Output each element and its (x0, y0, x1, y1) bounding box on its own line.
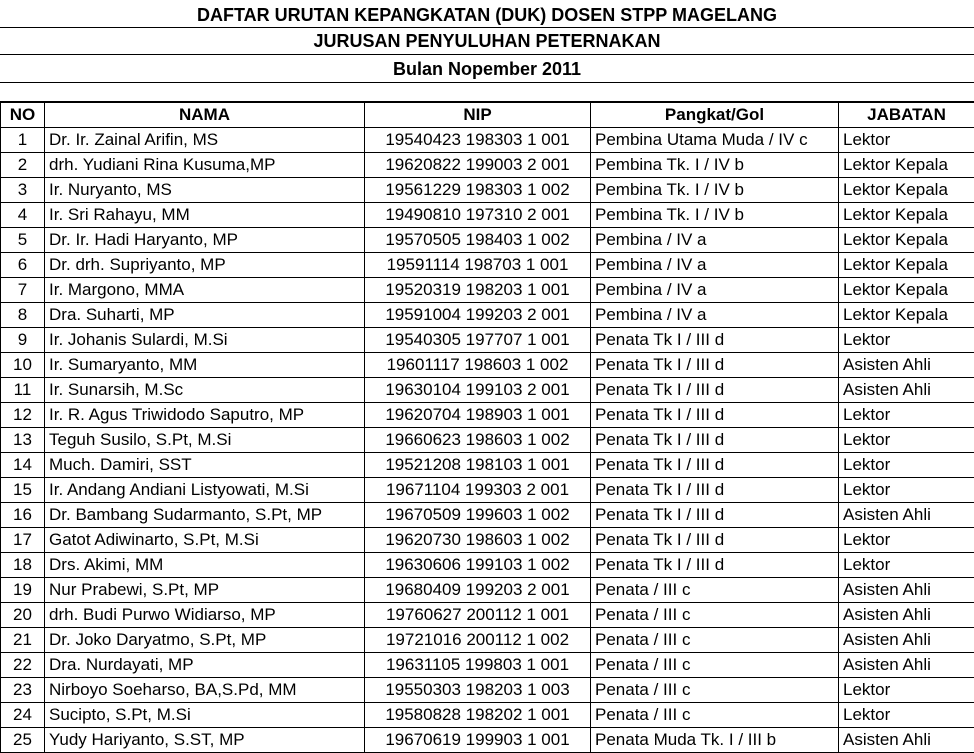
cell-nama[interactable]: Ir. Sri Rahayu, MM (45, 203, 365, 228)
cell-nama[interactable]: Ir. Johanis Sulardi, M.Si (45, 328, 365, 353)
cell-pangkat[interactable]: Penata / III c (591, 578, 839, 603)
cell-pangkat[interactable]: Penata Tk I / III d (591, 478, 839, 503)
cell-nip[interactable]: 19660623 198603 1 002 (365, 428, 591, 453)
cell-pangkat[interactable]: Penata Tk I / III d (591, 453, 839, 478)
cell-no[interactable]: 5 (1, 228, 45, 253)
cell-nama[interactable]: Dr. Joko Daryatmo, S.Pt, MP (45, 628, 365, 653)
table-row (1, 378, 974, 403)
table-row (1, 353, 974, 378)
cell-nama[interactable]: drh. Yudiani Rina Kusuma,MP (45, 153, 365, 178)
cell-jabatan[interactable]: Lektor (839, 678, 974, 703)
cell-no[interactable]: 15 (1, 478, 45, 503)
cell-pangkat[interactable]: Penata Muda Tk. I / III b (591, 728, 839, 753)
cell-nip[interactable]: 19550303 198203 1 003 (365, 678, 591, 703)
cell-pangkat[interactable]: Penata Tk I / III d (591, 353, 839, 378)
cell-pangkat[interactable]: Penata Tk I / III d (591, 503, 839, 528)
table-row (1, 603, 974, 628)
blank-row (0, 83, 974, 102)
cell-no[interactable]: 16 (1, 503, 45, 528)
cell-jabatan[interactable]: Lektor Kepala (839, 153, 974, 178)
cell-pangkat[interactable]: Pembina Tk. I / IV b (591, 203, 839, 228)
cell-nip[interactable]: 19570505 198403 1 002 (365, 228, 591, 253)
cell-pangkat[interactable]: Penata Tk I / III d (591, 403, 839, 428)
cell-jabatan[interactable]: Asisten Ahli (839, 353, 974, 378)
cell-pangkat[interactable]: Penata Tk I / III d (591, 328, 839, 353)
cell-no[interactable]: 17 (1, 528, 45, 553)
column-header-nip: NIP (365, 103, 591, 128)
cell-nip[interactable]: 19631105 199803 1 001 (365, 653, 591, 678)
cell-nama[interactable]: Dr. Ir. Hadi Haryanto, MP (45, 228, 365, 253)
cell-pangkat[interactable]: Pembina / IV a (591, 278, 839, 303)
cell-nama[interactable]: Dra. Suharti, MP (45, 303, 365, 328)
cell-nip[interactable]: 19520319 198203 1 001 (365, 278, 591, 303)
table-row (1, 303, 974, 328)
cell-no[interactable]: 20 (1, 603, 45, 628)
cell-no[interactable]: 25 (1, 728, 45, 753)
cell-jabatan[interactable]: Asisten Ahli (839, 378, 974, 403)
cell-nama[interactable]: Much. Damiri, SST (45, 453, 365, 478)
cell-jabatan[interactable]: Lektor (839, 128, 974, 153)
table-row (1, 278, 974, 303)
table-row (1, 628, 974, 653)
table-row (1, 428, 974, 453)
cell-nip[interactable]: 19540305 197707 1 001 (365, 328, 591, 353)
cell-nip[interactable]: 19620822 199003 2 001 (365, 153, 591, 178)
cell-jabatan[interactable]: Lektor Kepala (839, 228, 974, 253)
cell-nip[interactable]: 19540423 198303 1 001 (365, 128, 591, 153)
cell-pangkat[interactable]: Penata Tk I / III d (591, 428, 839, 453)
column-header-pangkat: Pangkat/Gol (591, 103, 839, 128)
cell-pangkat[interactable]: Penata / III c (591, 603, 839, 628)
cell-pangkat[interactable]: Pembina Tk. I / IV b (591, 178, 839, 203)
cell-jabatan[interactable]: Lektor (839, 478, 974, 503)
cell-jabatan[interactable]: Asisten Ahli (839, 503, 974, 528)
cell-nip[interactable]: 19601117 198603 1 002 (365, 353, 591, 378)
cell-nama[interactable]: Dr. Bambang Sudarmanto, S.Pt, MP (45, 503, 365, 528)
cell-pangkat[interactable]: Penata / III c (591, 653, 839, 678)
cell-nama[interactable]: Nur Prabewi, S.Pt, MP (45, 578, 365, 603)
cell-jabatan[interactable]: Lektor (839, 453, 974, 478)
cell-nama[interactable]: Ir. Sumaryanto, MM (45, 353, 365, 378)
cell-jabatan[interactable]: Lektor Kepala (839, 303, 974, 328)
table-header-row (1, 103, 974, 128)
cell-no[interactable]: 4 (1, 203, 45, 228)
cell-no[interactable]: 23 (1, 678, 45, 703)
cell-pangkat[interactable]: Pembina / IV a (591, 228, 839, 253)
cell-no[interactable]: 14 (1, 453, 45, 478)
cell-jabatan[interactable]: Lektor (839, 428, 974, 453)
table-row (1, 503, 974, 528)
cell-jabatan[interactable]: Lektor Kepala (839, 178, 974, 203)
cell-nip[interactable]: 19620730 198603 1 002 (365, 528, 591, 553)
cell-no[interactable]: 12 (1, 403, 45, 428)
table-row (1, 128, 974, 153)
cell-nip[interactable]: 19521208 198103 1 001 (365, 453, 591, 478)
cell-jabatan[interactable]: Lektor Kepala (839, 253, 974, 278)
table-row (1, 728, 974, 753)
cell-no[interactable]: 3 (1, 178, 45, 203)
cell-pangkat[interactable]: Pembina Tk. I / IV b (591, 153, 839, 178)
cell-nama[interactable]: Ir. R. Agus Triwidodo Saputro, MP (45, 403, 365, 428)
cell-pangkat[interactable]: Penata Tk I / III d (591, 378, 839, 403)
table-row (1, 153, 974, 178)
table-row (1, 478, 974, 503)
page-subtitle: JURUSAN PENYULUHAN PETERNAKAN (0, 28, 974, 55)
cell-nip[interactable]: 19490810 197310 2 001 (365, 203, 591, 228)
cell-pangkat[interactable]: Pembina / IV a (591, 253, 839, 278)
cell-nama[interactable]: drh. Budi Purwo Widiarso, MP (45, 603, 365, 628)
cell-jabatan[interactable]: Lektor (839, 403, 974, 428)
cell-nama[interactable]: Ir. Sunarsih, M.Sc (45, 378, 365, 403)
cell-nip[interactable]: 19620704 198903 1 001 (365, 403, 591, 428)
cell-nip[interactable]: 19721016 200112 1 002 (365, 628, 591, 653)
cell-pangkat[interactable]: Pembina / IV a (591, 303, 839, 328)
cell-no[interactable]: 2 (1, 153, 45, 178)
cell-no[interactable]: 8 (1, 303, 45, 328)
cell-nama[interactable]: Ir. Margono, MMA (45, 278, 365, 303)
cell-pangkat[interactable]: Pembina Utama Muda / IV c (591, 128, 839, 153)
cell-no[interactable]: 11 (1, 378, 45, 403)
table-row (1, 328, 974, 353)
table-row (1, 203, 974, 228)
cell-nama[interactable]: Yudy Hariyanto, S.ST, MP (45, 728, 365, 753)
cell-nip[interactable]: 19670619 199903 1 001 (365, 728, 591, 753)
cell-nip[interactable]: 19591114 198703 1 001 (365, 253, 591, 278)
cell-no[interactable]: 1 (1, 128, 45, 153)
cell-nip[interactable]: 19580828 198202 1 001 (365, 703, 591, 728)
cell-jabatan[interactable]: Lektor (839, 703, 974, 728)
cell-nama[interactable]: Dra. Nurdayati, MP (45, 653, 365, 678)
cell-nip[interactable]: 19760627 200112 1 001 (365, 603, 591, 628)
table-body (1, 128, 974, 753)
table-row (1, 528, 974, 553)
cell-jabatan[interactable]: Lektor (839, 528, 974, 553)
cell-jabatan[interactable]: Asisten Ahli (839, 653, 974, 678)
cell-no[interactable]: 10 (1, 353, 45, 378)
cell-no[interactable]: 21 (1, 628, 45, 653)
cell-jabatan[interactable]: Lektor (839, 328, 974, 353)
cell-no[interactable]: 24 (1, 703, 45, 728)
cell-nip[interactable]: 19630606 199103 1 002 (365, 553, 591, 578)
cell-nip[interactable]: 19670509 199603 1 002 (365, 503, 591, 528)
cell-jabatan[interactable]: Asisten Ahli (839, 578, 974, 603)
duk-table (0, 102, 974, 753)
cell-no[interactable]: 7 (1, 278, 45, 303)
column-header-no: NO (1, 103, 45, 128)
cell-no[interactable]: 19 (1, 578, 45, 603)
column-header-nama: NAMA (45, 103, 365, 128)
cell-nama[interactable]: Ir. Andang Andiani Listyowati, M.Si (45, 478, 365, 503)
table-row (1, 553, 974, 578)
cell-pangkat[interactable]: Penata Tk I / III d (591, 528, 839, 553)
cell-jabatan[interactable]: Asisten Ahli (839, 628, 974, 653)
cell-nama[interactable]: Gatot Adiwinarto, S.Pt, M.Si (45, 528, 365, 553)
cell-nama[interactable]: Ir. Nuryanto, MS (45, 178, 365, 203)
cell-nama[interactable]: Nirboyo Soeharso, BA,S.Pd, MM (45, 678, 365, 703)
cell-jabatan[interactable]: Lektor Kepala (839, 203, 974, 228)
table-row (1, 228, 974, 253)
cell-nip[interactable]: 19591004 199203 2 001 (365, 303, 591, 328)
page-title: DAFTAR URUTAN KEPANGKATAN (DUK) DOSEN STPP MAGELANG (0, 0, 974, 28)
cell-nip[interactable]: 19680409 199203 2 001 (365, 578, 591, 603)
cell-pangkat[interactable]: Penata Tk I / III d (591, 553, 839, 578)
table-row (1, 678, 974, 703)
table-row (1, 178, 974, 203)
table-row (1, 578, 974, 603)
cell-nip[interactable]: 19630104 199103 2 001 (365, 378, 591, 403)
cell-nama[interactable]: Sucipto, S.Pt, M.Si (45, 703, 365, 728)
column-header-jabatan: JABATAN (839, 103, 974, 128)
table-row (1, 403, 974, 428)
cell-jabatan[interactable]: Lektor Kepala (839, 278, 974, 303)
cell-no[interactable]: 18 (1, 553, 45, 578)
cell-nama[interactable]: Dr. Ir. Zainal Arifin, MS (45, 128, 365, 153)
cell-nama[interactable]: Dr. drh. Supriyanto, MP (45, 253, 365, 278)
table-row (1, 453, 974, 478)
cell-no[interactable]: 9 (1, 328, 45, 353)
table-row (1, 253, 974, 278)
cell-jabatan[interactable]: Lektor (839, 553, 974, 578)
cell-pangkat[interactable]: Penata / III c (591, 678, 839, 703)
table-row (1, 653, 974, 678)
cell-pangkat[interactable]: Penata / III c (591, 703, 839, 728)
cell-nip[interactable]: 19561229 198303 1 002 (365, 178, 591, 203)
cell-nip[interactable]: 19671104 199303 2 001 (365, 478, 591, 503)
cell-no[interactable]: 6 (1, 253, 45, 278)
table-row (1, 703, 974, 728)
cell-jabatan[interactable]: Asisten Ahli (839, 728, 974, 753)
cell-jabatan[interactable]: Asisten Ahli (839, 603, 974, 628)
cell-pangkat[interactable]: Penata / III c (591, 628, 839, 653)
cell-no[interactable]: 13 (1, 428, 45, 453)
period-label: Bulan Nopember 2011 (0, 55, 974, 83)
cell-nama[interactable]: Drs. Akimi, MM (45, 553, 365, 578)
cell-no[interactable]: 22 (1, 653, 45, 678)
cell-nama[interactable]: Teguh Susilo, S.Pt, M.Si (45, 428, 365, 453)
